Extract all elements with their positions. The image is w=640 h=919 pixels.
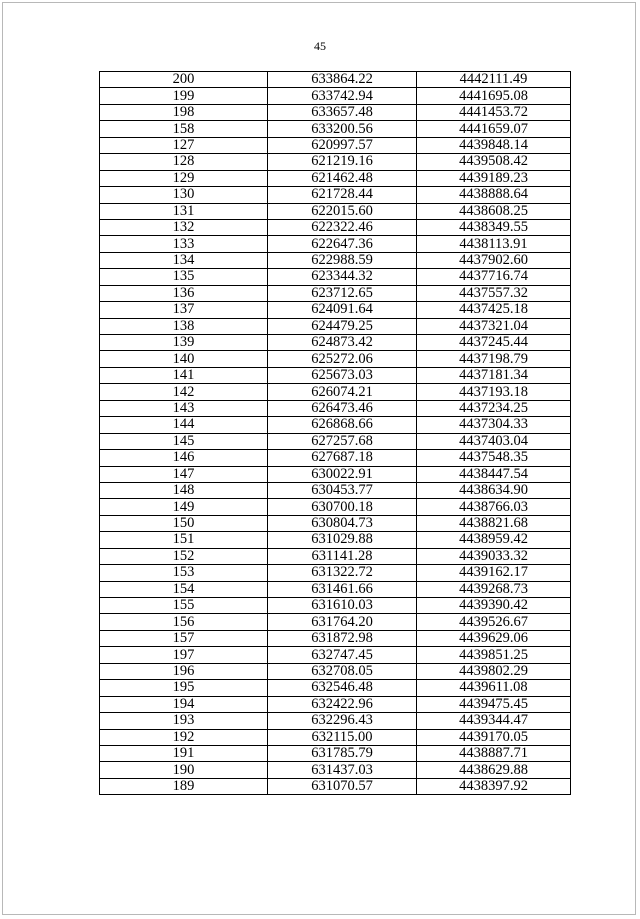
table-row bbox=[100, 532, 571, 548]
y-coordinate-cell: 4438397.92 bbox=[417, 778, 571, 794]
table-row bbox=[100, 88, 571, 104]
point-number-cell: 194 bbox=[100, 696, 268, 712]
point-number-cell: 193 bbox=[100, 713, 268, 729]
point-number-cell: 130 bbox=[100, 187, 268, 203]
x-coordinate-cell: 622647.36 bbox=[268, 236, 417, 252]
x-coordinate-cell: 630022.91 bbox=[268, 466, 417, 482]
x-coordinate-cell: 633200.56 bbox=[268, 121, 417, 137]
y-coordinate-cell: 4439033.32 bbox=[417, 548, 571, 564]
x-coordinate-cell: 633657.48 bbox=[268, 104, 417, 120]
x-coordinate-cell: 622322.46 bbox=[268, 219, 417, 235]
table-row bbox=[100, 548, 571, 564]
y-coordinate-cell: 4437198.79 bbox=[417, 351, 571, 367]
x-coordinate-cell: 632546.48 bbox=[268, 680, 417, 696]
table-row bbox=[100, 104, 571, 120]
table-row bbox=[100, 647, 571, 663]
point-number-cell: 152 bbox=[100, 548, 268, 564]
point-number-cell: 128 bbox=[100, 154, 268, 170]
y-coordinate-cell: 4437425.18 bbox=[417, 302, 571, 318]
coordinate-table-body bbox=[100, 72, 571, 795]
x-coordinate-cell: 620997.57 bbox=[268, 137, 417, 153]
x-coordinate-cell: 624873.42 bbox=[268, 335, 417, 351]
y-coordinate-cell: 4439611.08 bbox=[417, 680, 571, 696]
x-coordinate-cell: 632708.05 bbox=[268, 663, 417, 679]
x-coordinate-cell: 621728.44 bbox=[268, 187, 417, 203]
point-number-cell: 139 bbox=[100, 335, 268, 351]
x-coordinate-cell: 631764.20 bbox=[268, 614, 417, 630]
x-coordinate-cell: 624091.64 bbox=[268, 302, 417, 318]
y-coordinate-cell: 4437304.33 bbox=[417, 417, 571, 433]
x-coordinate-cell: 630453.77 bbox=[268, 482, 417, 498]
x-coordinate-cell: 621219.16 bbox=[268, 154, 417, 170]
y-coordinate-cell: 4441659.07 bbox=[417, 121, 571, 137]
table-row bbox=[100, 565, 571, 581]
y-coordinate-cell: 4438113.91 bbox=[417, 236, 571, 252]
point-number-cell: 158 bbox=[100, 121, 268, 137]
y-coordinate-cell: 4441695.08 bbox=[417, 88, 571, 104]
point-number-cell: 195 bbox=[100, 680, 268, 696]
y-coordinate-cell: 4439629.06 bbox=[417, 630, 571, 646]
point-number-cell: 137 bbox=[100, 302, 268, 318]
point-number-cell: 149 bbox=[100, 499, 268, 515]
table-row bbox=[100, 318, 571, 334]
table-row bbox=[100, 778, 571, 794]
x-coordinate-cell: 633864.22 bbox=[268, 72, 417, 88]
point-number-cell: 143 bbox=[100, 400, 268, 416]
point-number-cell: 145 bbox=[100, 433, 268, 449]
point-number-cell: 148 bbox=[100, 482, 268, 498]
x-coordinate-cell: 626868.66 bbox=[268, 417, 417, 433]
table-row bbox=[100, 121, 571, 137]
x-coordinate-cell: 630700.18 bbox=[268, 499, 417, 515]
table-row bbox=[100, 137, 571, 153]
table-row bbox=[100, 269, 571, 285]
point-number-cell: 151 bbox=[100, 532, 268, 548]
point-number-cell: 131 bbox=[100, 203, 268, 219]
point-number-cell: 150 bbox=[100, 515, 268, 531]
table-row bbox=[100, 400, 571, 416]
point-number-cell: 147 bbox=[100, 466, 268, 482]
x-coordinate-cell: 624479.25 bbox=[268, 318, 417, 334]
y-coordinate-cell: 4439848.14 bbox=[417, 137, 571, 153]
table-row bbox=[100, 515, 571, 531]
table-row bbox=[100, 663, 571, 679]
table-row bbox=[100, 745, 571, 761]
x-coordinate-cell: 626074.21 bbox=[268, 384, 417, 400]
y-coordinate-cell: 4438888.64 bbox=[417, 187, 571, 203]
table-row bbox=[100, 302, 571, 318]
table-row bbox=[100, 285, 571, 301]
point-number-cell: 136 bbox=[100, 285, 268, 301]
y-coordinate-cell: 4438629.88 bbox=[417, 762, 571, 778]
point-number-cell: 191 bbox=[100, 745, 268, 761]
y-coordinate-cell: 4438821.68 bbox=[417, 515, 571, 531]
point-number-cell: 142 bbox=[100, 384, 268, 400]
y-coordinate-cell: 4438349.55 bbox=[417, 219, 571, 235]
x-coordinate-cell: 631322.72 bbox=[268, 565, 417, 581]
x-coordinate-cell: 631461.66 bbox=[268, 581, 417, 597]
y-coordinate-cell: 4438959.42 bbox=[417, 532, 571, 548]
table-row bbox=[100, 713, 571, 729]
table-row bbox=[100, 466, 571, 482]
y-coordinate-cell: 4438608.25 bbox=[417, 203, 571, 219]
y-coordinate-cell: 4441453.72 bbox=[417, 104, 571, 120]
x-coordinate-cell: 625272.06 bbox=[268, 351, 417, 367]
y-coordinate-cell: 4437716.74 bbox=[417, 269, 571, 285]
table-row bbox=[100, 450, 571, 466]
x-coordinate-cell: 632422.96 bbox=[268, 696, 417, 712]
table-row bbox=[100, 614, 571, 630]
point-number-cell: 127 bbox=[100, 137, 268, 153]
table-row bbox=[100, 219, 571, 235]
table-row bbox=[100, 433, 571, 449]
x-coordinate-cell: 626473.46 bbox=[268, 400, 417, 416]
y-coordinate-cell: 4437181.34 bbox=[417, 367, 571, 383]
x-coordinate-cell: 627687.18 bbox=[268, 450, 417, 466]
y-coordinate-cell: 4438447.54 bbox=[417, 466, 571, 482]
y-coordinate-cell: 4437234.25 bbox=[417, 400, 571, 416]
y-coordinate-cell: 4439851.25 bbox=[417, 647, 571, 663]
y-coordinate-cell: 4439189.23 bbox=[417, 170, 571, 186]
y-coordinate-cell: 4438634.90 bbox=[417, 482, 571, 498]
point-number-cell: 146 bbox=[100, 450, 268, 466]
point-number-cell: 189 bbox=[100, 778, 268, 794]
y-coordinate-cell: 4437245.44 bbox=[417, 335, 571, 351]
point-number-cell: 138 bbox=[100, 318, 268, 334]
table-row bbox=[100, 482, 571, 498]
y-coordinate-cell: 4437403.04 bbox=[417, 433, 571, 449]
y-coordinate-cell: 4439475.45 bbox=[417, 696, 571, 712]
point-number-cell: 156 bbox=[100, 614, 268, 630]
y-coordinate-cell: 4439508.42 bbox=[417, 154, 571, 170]
point-number-cell: 144 bbox=[100, 417, 268, 433]
point-number-cell: 133 bbox=[100, 236, 268, 252]
table-row bbox=[100, 598, 571, 614]
table-row bbox=[100, 630, 571, 646]
point-number-cell: 134 bbox=[100, 252, 268, 268]
x-coordinate-cell: 631437.03 bbox=[268, 762, 417, 778]
table-row bbox=[100, 154, 571, 170]
point-number-cell: 198 bbox=[100, 104, 268, 120]
table-row bbox=[100, 729, 571, 745]
table-row bbox=[100, 351, 571, 367]
x-coordinate-cell: 631610.03 bbox=[268, 598, 417, 614]
x-coordinate-cell: 633742.94 bbox=[268, 88, 417, 104]
x-coordinate-cell: 625673.03 bbox=[268, 367, 417, 383]
table-row bbox=[100, 680, 571, 696]
y-coordinate-cell: 4439170.05 bbox=[417, 729, 571, 745]
point-number-cell: 140 bbox=[100, 351, 268, 367]
y-coordinate-cell: 4439162.17 bbox=[417, 565, 571, 581]
y-coordinate-cell: 4439802.29 bbox=[417, 663, 571, 679]
y-coordinate-cell: 4439268.73 bbox=[417, 581, 571, 597]
x-coordinate-cell: 621462.48 bbox=[268, 170, 417, 186]
point-number-cell: 192 bbox=[100, 729, 268, 745]
point-number-cell: 196 bbox=[100, 663, 268, 679]
x-coordinate-cell: 631070.57 bbox=[268, 778, 417, 794]
y-coordinate-cell: 4437548.35 bbox=[417, 450, 571, 466]
y-coordinate-cell: 4439526.67 bbox=[417, 614, 571, 630]
y-coordinate-cell: 4437557.32 bbox=[417, 285, 571, 301]
table-row bbox=[100, 335, 571, 351]
table-row bbox=[100, 499, 571, 515]
point-number-cell: 154 bbox=[100, 581, 268, 597]
page-number: 45 bbox=[314, 39, 326, 53]
y-coordinate-cell: 4437193.18 bbox=[417, 384, 571, 400]
table-row bbox=[100, 417, 571, 433]
x-coordinate-cell: 623344.32 bbox=[268, 269, 417, 285]
point-number-cell: 141 bbox=[100, 367, 268, 383]
y-coordinate-cell: 4442111.49 bbox=[417, 72, 571, 88]
y-coordinate-cell: 4439344.47 bbox=[417, 713, 571, 729]
point-number-cell: 135 bbox=[100, 269, 268, 285]
x-coordinate-cell: 631872.98 bbox=[268, 630, 417, 646]
x-coordinate-cell: 632747.45 bbox=[268, 647, 417, 663]
x-coordinate-cell: 632115.00 bbox=[268, 729, 417, 745]
point-number-cell: 190 bbox=[100, 762, 268, 778]
x-coordinate-cell: 632296.43 bbox=[268, 713, 417, 729]
point-number-cell: 153 bbox=[100, 565, 268, 581]
y-coordinate-cell: 4438887.71 bbox=[417, 745, 571, 761]
y-coordinate-cell: 4438766.03 bbox=[417, 499, 571, 515]
point-number-cell: 129 bbox=[100, 170, 268, 186]
x-coordinate-cell: 622988.59 bbox=[268, 252, 417, 268]
x-coordinate-cell: 627257.68 bbox=[268, 433, 417, 449]
point-number-cell: 157 bbox=[100, 630, 268, 646]
table-row bbox=[100, 236, 571, 252]
table-row bbox=[100, 170, 571, 186]
point-number-cell: 155 bbox=[100, 598, 268, 614]
table-row bbox=[100, 203, 571, 219]
point-number-cell: 197 bbox=[100, 647, 268, 663]
x-coordinate-cell: 630804.73 bbox=[268, 515, 417, 531]
x-coordinate-cell: 631141.28 bbox=[268, 548, 417, 564]
y-coordinate-cell: 4437321.04 bbox=[417, 318, 571, 334]
table-row bbox=[100, 696, 571, 712]
x-coordinate-cell: 622015.60 bbox=[268, 203, 417, 219]
point-number-cell: 132 bbox=[100, 219, 268, 235]
x-coordinate-cell: 631785.79 bbox=[268, 745, 417, 761]
table-row bbox=[100, 187, 571, 203]
y-coordinate-cell: 4439390.42 bbox=[417, 598, 571, 614]
table-row bbox=[100, 762, 571, 778]
x-coordinate-cell: 623712.65 bbox=[268, 285, 417, 301]
y-coordinate-cell: 4437902.60 bbox=[417, 252, 571, 268]
table-row bbox=[100, 581, 571, 597]
table-row bbox=[100, 252, 571, 268]
table-row bbox=[100, 72, 571, 88]
point-number-cell: 199 bbox=[100, 88, 268, 104]
table-row bbox=[100, 367, 571, 383]
point-number-cell: 200 bbox=[100, 72, 268, 88]
x-coordinate-cell: 631029.88 bbox=[268, 532, 417, 548]
table-row bbox=[100, 384, 571, 400]
coordinate-table bbox=[99, 71, 571, 795]
